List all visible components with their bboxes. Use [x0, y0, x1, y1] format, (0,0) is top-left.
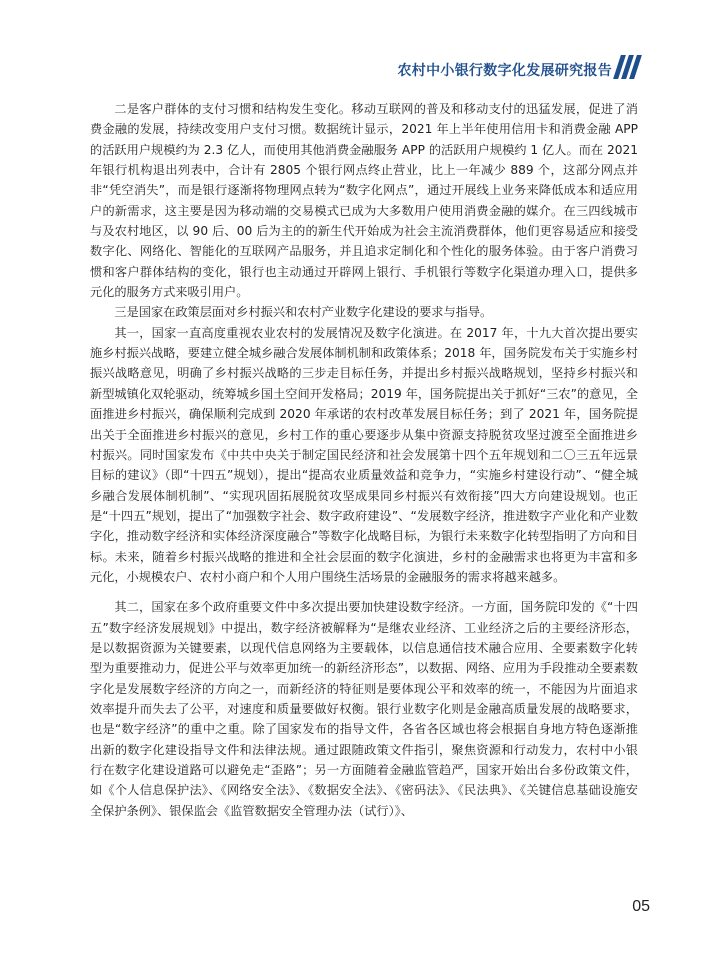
paragraph-digital-economy: 其二，国家在多个政府重要文件中多次提出要加快建设数字经济。一方面，国务院印发的《“十四五”数字经济发展规划》中提出，数字经济被解释为“是继农业经济、工业经济之后的主要经济形态，是以数据资源为关键要素，以现代信息网络为主要载体，以信息通信技术融合应用、全要素数字化转型为重要推动力，促进公平与效率更加统一的新经济形态”，以数据、网络、应用为手段推动全要素数字化是发展数字经济的方向之一，而新经济的特征则是要体现公平和效率的统一，不能因为片面追求效率提升而失去了公平，对速度和质量要做好权衡。银行业数字化则是金融高质量发展的战略要求，也是“数字经济”的重中之重。除了国家发布的指导文件，各省各区域也将会根据自身地方特色逐渐推出新的数字化建设指导文件和法律法规。通过跟随政策文件指引，聚焦资源和行动发力，农村中小银行在数字化建设道路可以避免走“歪路”；另一方面随着金融监管趋严，国家开始出台多份政策文件，如《个人信息保护法》、《网络安全法》、《数据安全法》、《密码法》、《民法典》、《关键信息基础设施安全保护条例》、银保监会《监管数据安全管理办法（试行）》、: [90, 600, 638, 818]
page-number: 05: [632, 898, 650, 915]
paragraph-customer-habits: 二是客户群体的支付习惯和结构发生变化。移动互联网的普及和移动支付的迅猛发展，促进了消费金融的发展，持续改变用户支付习惯。数据统计显示，2021 年上半年使用信用卡和消费金融 APP 的活跃用户规模约为 2.3 亿人，而使用其他消费金融服务 APP 的活跃用户规模约 1 亿人。而在 2021 年银行机构退出列表中，合计有 2805 个银行网点终止营业，比上一年减少 889 个，这部分网点并非“凭空消失”，而是银行逐渐将物理网点转为“数字化网点”，通过开展线上业务来降低成本和适应用户的新需求，这主要是因为移动端的交易模式已成为大多数用户使用消费金融的媒介。在三四线城市与及农村地区，以 90 后、00 后为主的的新生代开始成为社会主流消费群体，他们更容易适应和接受数字化、网络化、智能化的互联网产品服务，并且追求定制化和个性化的服务体验。由于客户消费习惯和客户群体结构的变化，银行也主动通过开辟网上银行、手机银行等数字化渠道办理入口，提供多元化的服务方式来吸引用户。: [90, 102, 638, 300]
header-stripes-decoration: [615, 55, 637, 79]
paragraph-policy-heading: 三是国家在政策层面对乡村振兴和农村产业数字化建设的要求与指导。: [114, 305, 493, 320]
paragraph-rural-revitalization: 其一，国家一直高度重视农业农村的发展情况及数字化演进。在 2017 年，十九大首次提出要实施乡村振兴战略，要建立健全城乡融合发展体制机制和政策体系；2018 年，国务院发布关于实施乡村振兴战略意见，明确了乡村振兴战略的三步走目标任务，并提出乡村振兴战略规划，坚持乡村振兴和新型城镇化双轮驱动，统筹城乡国土空间开发格局；2019 年，国务院提出关于抓好“三农”的意见，全面推进乡村振兴，确保顺利完成到 2020 年承诺的农村改革发展目标任务；到了 2021 年，国务院提出关于全面推进乡村振兴的意见，乡村工作的重心要逐步从集中资源支持脱贫攻坚过渡至全面推进乡村振兴。同时国家发布《中共中央关于制定国民经济和社会发展第十四个五年规划和二〇三五年远景目标的建议》（即“十四五”规划），提出“提高农业质量效益和竞争力，“实施乡村建设行动”、“健全城乡融合发展体制机制”、“实现巩固拓展脱贫攻坚成果同乡村振兴有效衔接”四大方向建设规划。也正是“十四五”规划，提出了“加强数字社会、数字政府建设”、“发展数字经济，推进数字产业化和产业数字化，推动数字经济和实体经济深度融合”等数字化战略目标，为银行未来数字化转型指明了方向和目标。未来，随着乡村振兴战略的推进和全社会层面的数字化演进，乡村的金融需求也将更为丰富和多元化，小规模农户、农村小商户和个人用户围绕生活场景的金融服务的需求将越来越多。: [90, 325, 638, 584]
report-title: 农村中小银行数字化发展研究报告: [397, 63, 612, 79]
document-body: [90, 99, 638, 821]
